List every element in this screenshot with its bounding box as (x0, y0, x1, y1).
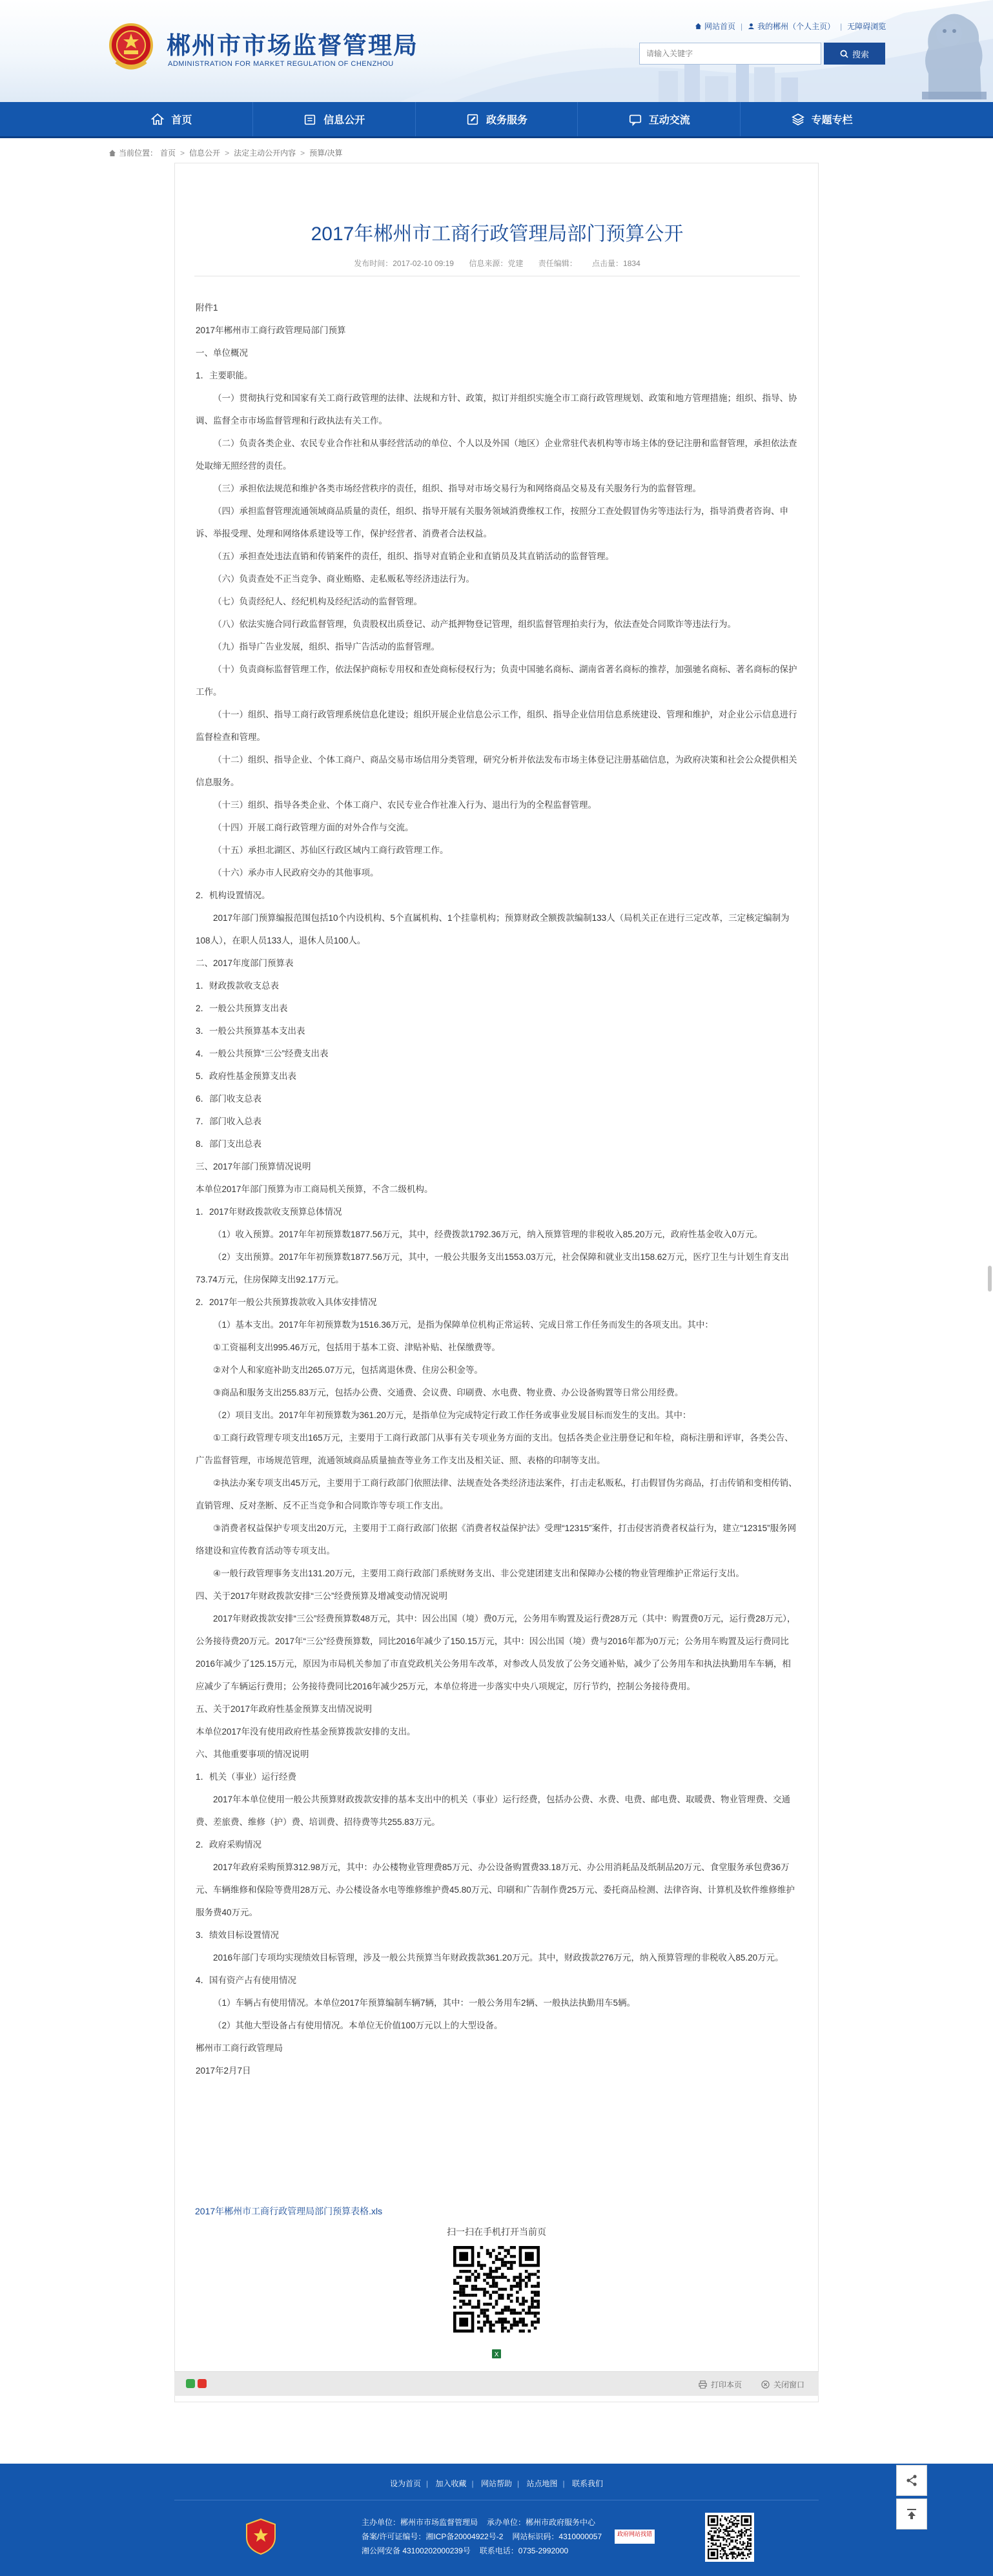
top-link-home[interactable] (695, 21, 735, 32)
footer-info (362, 2515, 697, 2558)
meta-clicks: 点击量：1834 (592, 259, 640, 268)
article-paragraph: （十五）承担北湖区、苏仙区行政区域内工商行政管理工作。 (213, 845, 449, 855)
search-button-label: 搜索 (852, 49, 869, 59)
article-paragraph: 3．绩效目标设置情况 (196, 1930, 280, 1940)
share-icon (905, 2473, 919, 2488)
footer-link-contact[interactable]: 联系我们 (571, 2479, 603, 2488)
wechat-share-icon[interactable] (186, 2379, 195, 2388)
breadcrumb-separator: > (225, 148, 230, 158)
article-paragraph: （十）负责商标监督管理工作，依法保护商标专用权和查处商标侵权行为；负责中国驰名商标、湖南省著名商标的推荐，加强驰名商标、著名商标的保护工作。 (196, 665, 797, 697)
site-subtitle: ADMINISTRATION FOR MARKET REGULATION OF CHENZHOU (168, 60, 394, 68)
search-icon (840, 50, 848, 58)
article-paragraph: ③商品和服务支出255.83万元，包括办公费、交通费、会议费、印刷费、水电费、物业费、办公设备购置等日常公用经费。 (213, 1388, 684, 1397)
article-toolbar (174, 2371, 819, 2396)
article-paragraph: （五）承担查处违法直销和传销案件的责任，组织、指导对直销企业和直销员及其直销活动的监督管理。 (213, 551, 614, 561)
footer-sponsor: 主办单位：郴州市市场监督管理局 (362, 2518, 478, 2527)
main-navigation (0, 102, 993, 138)
breadcrumb-separator: > (300, 148, 305, 158)
nav-item-info-disclosure-label: 信息公开 (323, 115, 365, 126)
top-link-home-label: 网站首页 (704, 22, 736, 31)
footer-organizer: 承办单位：郴州市政府服务中心 (487, 2518, 596, 2527)
article-paragraph: （六）负责查处不正当竞争、商业贿赂、走私贩私等经济违法行为。 (213, 574, 475, 584)
svg-text:X: X (494, 2351, 499, 2358)
article-paragraph: （2）其他大型设备占有使用情况。本单位无价值100万元以上的大型设备。 (213, 2021, 503, 2030)
article-paragraph: 7．部门收入总表 (196, 1117, 262, 1126)
breadcrumb-item-info-disclosure[interactable]: 信息公开 (189, 149, 221, 158)
article-paragraph: 1．机关（事业）运行经费 (196, 1772, 297, 1782)
article-title: 2017年郴州市工商行政管理局部门预算公开 (311, 223, 684, 245)
footer-row (362, 2515, 697, 2530)
nav-item-government-services[interactable] (416, 102, 578, 136)
article-paragraph: 4．国有资产占有使用情况 (196, 1975, 297, 1985)
nav-item-interaction-label: 互动交流 (648, 115, 690, 126)
site-footer (0, 2464, 993, 2576)
arrow-up-icon (905, 2507, 919, 2521)
article-meta (175, 258, 819, 269)
article-paragraph: （九）指导广告业发展，组织、指导广告活动的监督管理。 (213, 642, 440, 652)
footer-icp[interactable]: 备案/许可证编号：湘ICP备20004922号-2 (362, 2532, 504, 2541)
party-government-badge-icon (244, 2518, 278, 2555)
meta-publish-time: 发布时间：2017-02-10 09:19 (354, 259, 454, 268)
top-link-accessibility-label: 无障碍浏览 (847, 22, 886, 31)
article-paragraph: 本单位2017年部门预算为市工商局机关预算，不含二级机构。 (196, 1184, 433, 1194)
breadcrumb-prefix: 当前位置： (119, 149, 158, 158)
qr-code-label: 扫一扫在手机打开当前页 (447, 2227, 546, 2237)
article-paragraph: 郴州市工商行政管理局 (196, 2043, 283, 2053)
article-paragraph: 本单位2017年没有使用政府性基金预算拨款安排的支出。 (196, 1727, 416, 1736)
site-title: 郴州市市场监督管理局 (167, 32, 418, 59)
article-paragraph: 五、关于2017年政府性基金预算支出情况说明 (196, 1704, 373, 1714)
nav-item-special-topics-label: 专题专栏 (811, 115, 853, 126)
article-paragraph: 六、其他重要事项的情况说明 (196, 1749, 309, 1759)
footer-row (362, 2544, 697, 2558)
article-paragraph: 1．财政拨款收支总表 (196, 981, 280, 991)
top-link-separator: | (840, 21, 843, 31)
article-paragraph: 1．主要职能。 (196, 371, 253, 380)
footer-link-sitemap[interactable]: 站点地图 (526, 2479, 558, 2488)
meta-editor: 责任编辑： (538, 259, 577, 268)
article-body (196, 296, 799, 2082)
article-paragraph: 四、关于2017年财政拨款安排“三公”经费预算及增减变动情况说明 (196, 1591, 448, 1601)
footer-links (0, 2478, 993, 2489)
article-paragraph: 2017年财政拨款安排“三公”经费预算数48万元，其中：因公出国（境）费0万元，公务用车购置及运行费28万元（其中：购置费0万元，运行费28万元），公务接待费20万元。2017年“三公”经费预算数，同比2016年减少了150.15万元，其中：因公出国（境）费与2016年都为0万元；公务用车购置及运行费同比2016年减少了125.15万元，原因为市局机关参加了市直党政机关公务用车改革，对参改人员发放了公务交通补贴，减少了公务用车和执法执勤用车车辆，相应减少了车辆运行费用；公务接待费同比2016年减少25万元，本单位将进一步落实中央八项规定，厉行节约，控制公务接待费用。 (196, 1614, 796, 1691)
article-container (174, 163, 819, 2402)
back-to-top-button[interactable] (896, 2499, 927, 2530)
attachment-link[interactable]: 2017年郴州市工商行政管理局部门预算表格.xls (195, 2206, 383, 2216)
footer-link-separator: | (562, 2479, 565, 2488)
article-paragraph: 二、2017年度部门预算表 (196, 958, 294, 968)
article-paragraph: （1）车辆占有使用情况。本单位2017年预算编制车辆7辆，其中：一般公务用车2辆、一般执法执勤用车5辆。 (213, 1998, 636, 2008)
close-window-button-label: 关闭窗口 (773, 2380, 804, 2389)
breadcrumb-item-budget[interactable]: 预算/决算 (309, 149, 343, 158)
print-button[interactable] (699, 2379, 742, 2390)
nav-item-info-disclosure[interactable] (253, 102, 416, 136)
article-paragraph: 5．政府性基金预算支出表 (196, 1071, 297, 1081)
article-paragraph: （十二）组织、指导企业、个体工商户、商品交易市场信用分类管理，研究分析并依法发布市场主体登记注册基础信息，为政府决策和社会公众提供相关信息服务。 (196, 755, 797, 787)
toolbar-actions (699, 2379, 804, 2390)
article-paragraph: （2）项目支出。2017年年初预算数为361.20万元，是指单位为完成特定行政工作任务或事业发展目标而发生的支出。其中： (213, 1410, 691, 1420)
article-paragraph: ①工资福利支出995.46万元，包括用于基本工资、津贴补贴、社保缴费等。 (213, 1343, 500, 1352)
article-paragraph: ②对个人和家庭补助支出265.07万元，包括离退休费、住房公积金等。 (213, 1365, 483, 1375)
user-icon (748, 23, 755, 30)
article-paragraph: 3．一般公共预算基本支出表 (196, 1026, 305, 1036)
article-paragraph: 2016年部门专项均实现绩效目标管理，涉及一般公共预算当年财政拨款361.20万元。其中，财政拨款276万元，纳入预算管理的非税收入85.20万元。 (213, 1953, 784, 1963)
share-icons (186, 2379, 207, 2388)
article-paragraph: （十一）组织、指导工商行政管理系统信息化建设；组织开展企业信息公示工作，组织、指导企业信用信息系统建设、管理和维护，对企业公示信息进行监督检查和管理。 (196, 710, 797, 742)
print-button-label: 打印本页 (710, 2380, 742, 2389)
footer-link-separator: | (471, 2479, 474, 2488)
article-paragraph: （十四）开展工商行政管理方面的对外合作与交流。 (213, 823, 414, 832)
close-icon (761, 2380, 770, 2389)
top-link-my-page-label: 我的郴州（个人主页） (757, 22, 835, 31)
article-paragraph: 8．部门支出总表 (196, 1139, 262, 1149)
location-icon (108, 149, 116, 157)
floating-side-tools (896, 2465, 928, 2532)
gov-error-report-badge[interactable]: 政府网站找错 (615, 2530, 655, 2544)
search-input[interactable] (639, 43, 821, 65)
nav-item-home[interactable] (90, 102, 253, 136)
article-paragraph: （七）负责经纪人、经纪机构及经纪活动的监督管理。 (213, 597, 422, 606)
excel-file-icon (491, 2349, 502, 2359)
article-paragraph: 2．2017年一般公共预算拨款收入具体安排情况 (196, 1297, 377, 1307)
article-paragraph: 附件1 (196, 303, 218, 313)
nav-item-home-label: 首页 (171, 115, 192, 126)
footer-link-set-homepage[interactable]: 设为首页 (390, 2479, 422, 2488)
breadcrumb-separator: > (180, 148, 185, 158)
footer-row (362, 2530, 697, 2544)
footer-qr-code (705, 2513, 754, 2562)
chat-icon (628, 112, 642, 127)
home-icon (150, 112, 165, 127)
nav-item-interaction[interactable] (578, 102, 741, 136)
nav-item-government-services-label: 政务服务 (486, 115, 527, 126)
home-small-icon (695, 23, 702, 30)
article-paragraph: 2017年政府采购预算312.98万元，其中：办公楼物业管理费85万元、办公设备购置费33.18万元、办公用消耗品及纸制品20万元、食堂服务承包费36万元、车辆维修和保险等费用28万元、办公楼设备水电等维修维护费45.80万元、印刷和广告制作费25万元、委托商品检测、法律咨询、计算机及软件维修维护服务费40万元。 (196, 1862, 795, 1917)
meta-source: 信息来源：党建 (469, 259, 524, 268)
article-paragraph: （三）承担依法规范和维护各类市场经营秩序的责任，组织、指导对市场交易行为和网络商品交易及有关服务行为的监督管理。 (213, 484, 701, 493)
scrollbar-thumb[interactable] (988, 1266, 992, 1292)
footer-site-code: 网站标识码：4310000057 (512, 2532, 602, 2541)
article-paragraph: 2．一般公共预算支出表 (196, 1004, 288, 1013)
footer-link-help[interactable]: 网站帮助 (480, 2479, 512, 2488)
article-paragraph: 三、2017年部门预算情况说明 (196, 1162, 311, 1171)
article-paragraph: 6．部门收支总表 (196, 1094, 262, 1104)
article-paragraph: 2．机构设置情况。 (196, 891, 271, 900)
article-paragraph: （二）负责各类企业、农民专业合作社和从事经营活动的单位、个人以及外国（地区）企业常驻代表机构等市场主体的登记注册和监督管理，承担依法查处取缔无照经营的责任。 (196, 438, 797, 471)
article-paragraph: ③消费者权益保护专项支出20万元，主要用于工商行政部门依据《消费者权益保护法》受理“12315”案件，打击侵害消费者权益行为，建立“12315”服务网络建设和宣传教育活动等专项支出。 (196, 1523, 797, 1556)
footer-phone: 联系电话：0735-2992000 (479, 2546, 569, 2555)
article-paragraph: （十六）承办市人民政府交办的其他事项。 (213, 868, 379, 878)
nav-item-special-topics[interactable] (741, 102, 903, 136)
footer-police[interactable]: 湘公网安备 43100202000239号 (362, 2546, 471, 2555)
stone-lion-decoration (909, 3, 990, 99)
article-paragraph: 2017年2月7日 (196, 2066, 251, 2076)
article-paragraph: 4．一般公共预算“三公”经费支出表 (196, 1049, 329, 1058)
weibo-share-icon[interactable] (198, 2379, 207, 2388)
close-window-button[interactable] (761, 2379, 804, 2390)
article-paragraph: （八）依法实施合同行政监督管理，负责股权出质登记、动产抵押物登记管理，组织监督管理拍卖行为，依法查处合同欺诈等违法行为。 (213, 619, 736, 629)
document-icon (303, 112, 317, 127)
article-paragraph: 2017年郴州市工商行政管理局部门预算 (196, 325, 346, 335)
site-header (0, 0, 993, 102)
printer-icon (699, 2380, 707, 2389)
layers-icon (791, 112, 805, 127)
top-links (695, 21, 886, 32)
top-link-my-page[interactable] (748, 21, 835, 32)
article-paragraph: （2）支出预算。2017年年初预算数1877.56万元，其中，一般公共服务支出1553.03万元，社会保障和就业支出158.62万元，医疗卫生与计划生育支出73.74万元，住房保障支出92.17万元。 (196, 1252, 789, 1284)
article-paragraph: 2．政府采购情况 (196, 1840, 262, 1850)
share-float-button[interactable] (896, 2465, 927, 2496)
article-paragraph: 2017年本单位使用一般公共预算财政拨款安排的基本支出中的机关（事业）运行经费，包括办公费、水费、电费、邮电费、取暖费、物业管理费、交通费、差旅费、维修（护）费、培训费、招待费等共255.83万元。 (196, 1795, 791, 1827)
breadcrumb (108, 147, 342, 158)
article-paragraph: （1）基本支出。2017年年初预算数为1516.36万元，是指为保障单位机构正常运转、完成日常工作任务而发生的各项支出。其中： (213, 1320, 713, 1330)
footer-link-separator: | (426, 2479, 429, 2488)
edit-icon (466, 112, 480, 127)
article-paragraph: （1）收入预算。2017年年初预算数1877.56万元，其中，经费拨款1792.36万元，纳入预算管理的非税收入85.20万元，政府性基金收入0万元。 (213, 1230, 763, 1239)
breadcrumb-item-home[interactable]: 首页 (160, 149, 176, 158)
article-paragraph: （一）贯彻执行党和国家有关工商行政管理的法律、法规和方针、政策，拟订并组织实施全市工商行政管理规划、政策和地方管理措施；组织、指导、协调、监督全市市场监督管理和行政执法有关工作。 (196, 393, 797, 426)
main-navigation-items (90, 102, 903, 136)
footer-link-bookmark[interactable]: 加入收藏 (435, 2479, 467, 2488)
search-button[interactable] (824, 43, 885, 65)
footer-link-separator: | (517, 2479, 520, 2488)
article-paragraph: 一、单位概况 (196, 348, 248, 358)
article-paragraph: （十三）组织、指导各类企业、个体工商户、农民专业合作社准入行为、退出行为的全程监督管理。 (213, 800, 597, 810)
article-paragraph: ④一般行政管理事务支出131.20万元，主要用工商行政部门系统财务支出、非公党建团建支出和保障办公楼的物业管理维护正常运行支出。 (213, 1569, 744, 1578)
article-paragraph: ②执法办案专项支出45万元，主要用于工商行政部门依照法律、法规查处各类经济违法案件，打击走私贩私，打击假冒伪劣商品，打击传销和变相传销、直销管理、反对垄断、反不正当竞争和合同欺诈等专项工作支出。 (196, 1478, 797, 1510)
page-qr-code (453, 2246, 540, 2333)
top-link-accessibility[interactable] (847, 21, 886, 32)
national-emblem-logo (108, 22, 154, 72)
article-paragraph: 1．2017年财政拨款收支预算总体情况 (196, 1207, 342, 1217)
top-link-separator: | (741, 21, 743, 31)
article-paragraph: 2017年部门预算编报范围包括10个内设机构、5个直属机构、1个挂靠机构；预算财政全额拨款编制133人（局机关正在进行三定改革，三定核定编制为108人），在职人员133人，退休人员100人。 (196, 913, 790, 945)
article-paragraph: ①工商行政管理专项支出165万元，主要用于工商行政部门从事有关专项业务方面的支出。包括各类企业注册登记和年检，商标注册和评审，各类公告、广告监督管理，市场规范管理，流通领域商品质量抽查等业务工作支出及相关证、照、表格的印制等支出。 (196, 1433, 793, 1465)
article-paragraph: （四）承担监督管理流通领域商品质量的责任，组织、指导开展有关服务领域消费维权工作，按照分工查处假冒伪劣等违法行为，指导消费者咨询、申诉、举报受理、处理和网络体系建设等工作，保护经营者、消费者合法权益。 (196, 506, 788, 539)
breadcrumb-item-legal-disclosure[interactable]: 法定主动公开内容 (234, 149, 296, 158)
